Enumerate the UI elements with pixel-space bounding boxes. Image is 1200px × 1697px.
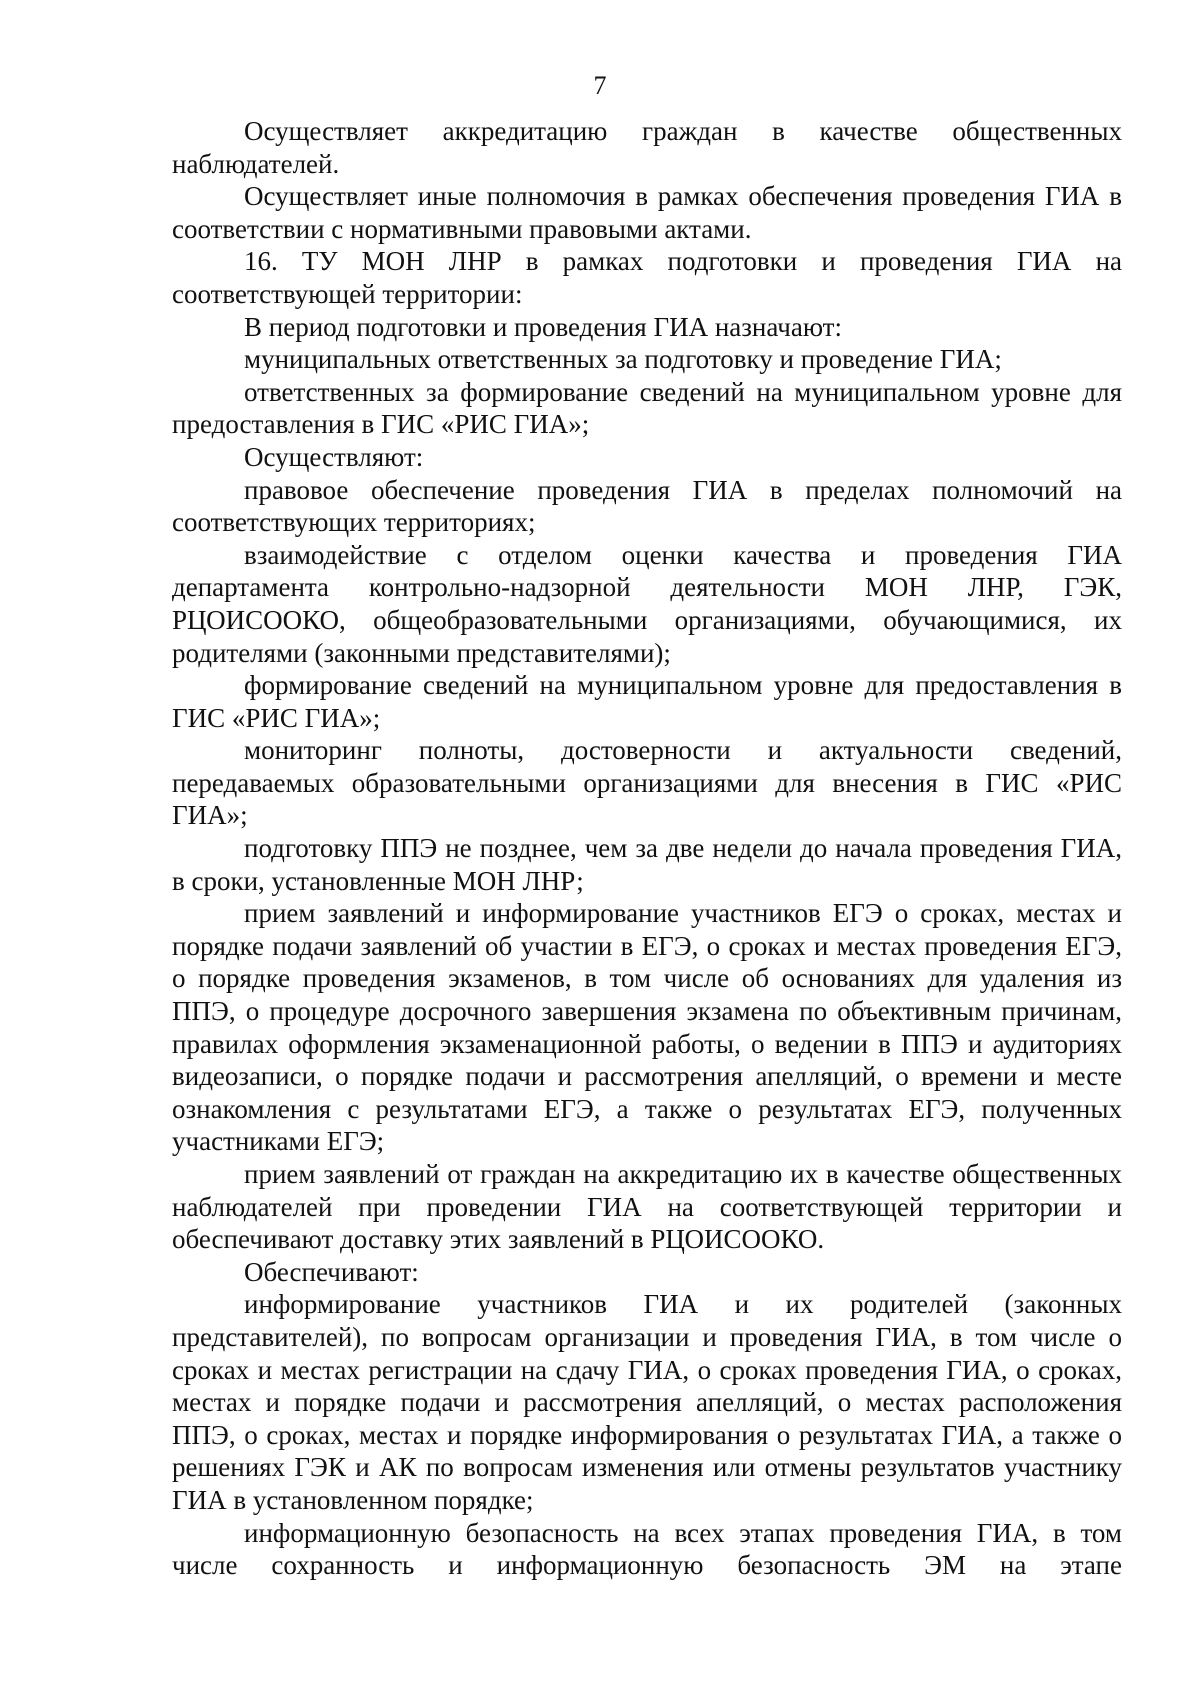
document-body xyxy=(172,115,1122,1582)
paragraph: подготовку ППЭ не позднее, чем за две недели до начала проведения ГИА, в сроки, установленные МОН ЛНР; xyxy=(172,833,1122,896)
paragraph: формирование сведений на муниципальном уровне для предоставления в ГИС «РИС ГИА»; xyxy=(172,670,1122,733)
paragraph: Осуществляет иные полномочия в рамках обеспечения проведения ГИА в соответствии с нормативными правовыми актами. xyxy=(172,181,1122,244)
page-number: 7 xyxy=(593,71,607,100)
paragraph: Обеспечивают: xyxy=(244,1256,419,1287)
paragraph: взаимодействие с отделом оценки качества и проведения ГИА департамента контрольно-надзорной деятельности МОН ЛНР, ГЭК, РЦОИСООКО, общеобразовательными организациями, обучающимися, их родителями (законными представителями); xyxy=(172,539,1122,668)
paragraph: мониторинг полноты, достоверности и актуальности сведений, передаваемых образовательными организациями для внесения в ГИС «РИС ГИА»; xyxy=(172,735,1122,831)
paragraph: Осуществляют: xyxy=(244,441,424,472)
paragraph: прием заявлений от граждан на аккредитацию их в качестве общественных наблюдателей при проведении ГИА на соответствующей территории и обеспечивают доставку этих заявлений в РЦОИСООКО. xyxy=(172,1159,1122,1255)
paragraph: информирование участников ГИА и их родителей (законных представителей), по вопросам организации и проведения ГИА, в том числе о сроках и местах регистрации на сдачу ГИА, о сроках проведения ГИА, о сроках, местах и порядке подачи и рассмотрения апелляций, о местах расположения ППЭ, о сроках, местах и порядке информирования о результатах ГИА, а также о решениях ГЭК и АК по вопросам изменения или отмены результатов участнику ГИА в установленном порядке; xyxy=(172,1289,1122,1515)
paragraph: информационную безопасность на всех этапах проведения ГИА, в том числе сохранность и информационную безопасность ЭМ на этапе xyxy=(172,1517,1122,1581)
paragraph: В период подготовки и проведения ГИА назначают: xyxy=(244,311,842,342)
paragraph: муниципальных ответственных за подготовку и проведение ГИА; xyxy=(244,344,1002,375)
paragraph: ответственных за формирование сведений на муниципальном уровне для предоставления в ГИС «РИС ГИА»; xyxy=(172,376,1122,440)
paragraph: правовое обеспечение проведения ГИА в пределах полномочий на соответствующих территориях; xyxy=(172,474,1122,538)
paragraph: Осуществляет аккредитацию граждан в качестве общественных наблюдателей. xyxy=(172,116,1122,179)
paragraph: прием заявлений и информирование участников ЕГЭ о сроках, местах и порядке подачи заявлений об участии в ЕГЭ, о сроках и местах проведения ЕГЭ, о порядке проведения экзаменов, в том числе об основаниях для удаления из ППЭ, о процедуре досрочного завершения экзамена по объективным причинам, правилах оформления экзаменационной работы, о ведении в ППЭ и аудиториях видеозаписи, о порядке подачи и рассмотрения апелляций, о времени и месте ознакомления с результатами ЕГЭ, а также о результатах ЕГЭ, полученных участниками ЕГЭ; xyxy=(172,898,1122,1157)
paragraph: 16. ТУ МОН ЛНР в рамках подготовки и проведения ГИА на соответствующей территории: xyxy=(172,246,1122,309)
